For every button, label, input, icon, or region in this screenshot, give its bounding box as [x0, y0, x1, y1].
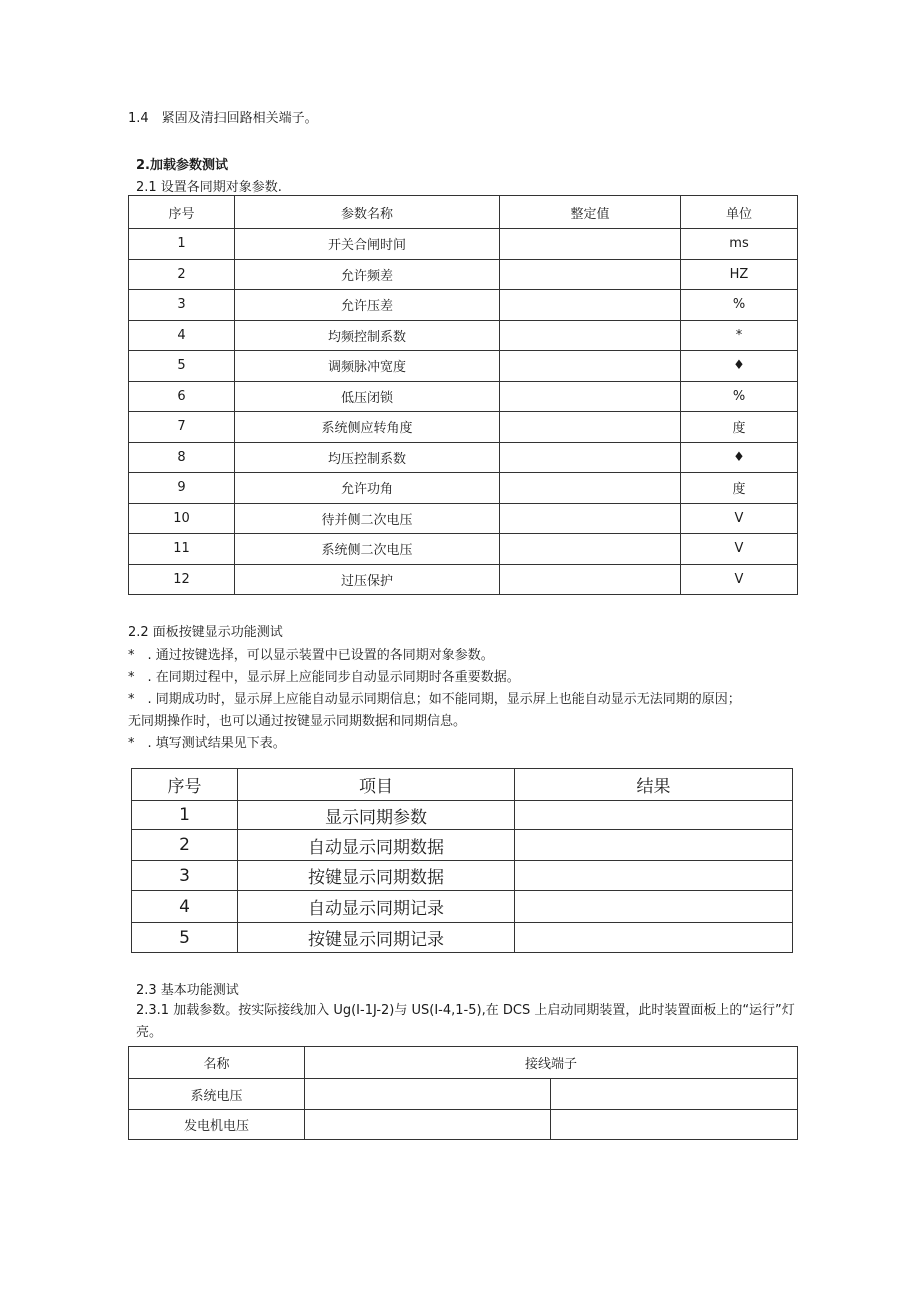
table-row	[132, 891, 793, 923]
table-row	[132, 830, 793, 861]
row-name: 允许压差	[235, 290, 500, 321]
row-no: 2	[129, 259, 235, 290]
row-terminal-a[interactable]	[305, 1110, 551, 1140]
row-unit: %	[681, 290, 798, 321]
table-row	[129, 351, 798, 382]
row-no: 1	[129, 229, 235, 260]
display-test-table	[131, 768, 793, 953]
row-unit: ms	[681, 229, 798, 260]
table-row	[129, 412, 798, 443]
row-value[interactable]	[500, 290, 681, 321]
row-name: 待并侧二次电压	[235, 503, 500, 534]
table-row	[129, 229, 798, 260]
row-result[interactable]	[515, 830, 793, 861]
row-name: 均压控制系数	[235, 442, 500, 473]
row-name: 均频控制系数	[235, 320, 500, 351]
row-no: 5	[132, 923, 238, 953]
bullet-item: 无同期操作时，也可以通过按键显示同期数据和同期信息。	[128, 714, 467, 729]
row-result[interactable]	[515, 801, 793, 830]
bullet-item: * . 在同期过程中，显示屏上应能同步自动显示同期时各重要数据。	[128, 670, 520, 685]
row-name: 过压保护	[235, 564, 500, 595]
section-1-4: 1.4 紧固及清扫回路相关端子。	[128, 111, 318, 126]
row-result[interactable]	[515, 861, 793, 891]
row-no: 6	[129, 381, 235, 412]
table-row	[132, 923, 793, 953]
bullet-item: * . 填写测试结果见下表。	[128, 736, 286, 751]
row-unit: HZ	[681, 259, 798, 290]
row-item: 自动显示同期数据	[238, 830, 515, 861]
header-no: 序号	[132, 769, 238, 801]
row-unit: 度	[681, 412, 798, 443]
row-unit: V	[681, 564, 798, 595]
row-item: 显示同期参数	[238, 801, 515, 830]
row-value[interactable]	[500, 320, 681, 351]
row-no: 4	[132, 891, 238, 923]
row-no: 3	[132, 861, 238, 891]
table-row	[129, 259, 798, 290]
section-2-3: 2.3 基本功能测试	[136, 983, 239, 998]
row-value[interactable]	[500, 412, 681, 443]
row-no: 11	[129, 534, 235, 565]
row-name: 系统侧二次电压	[235, 534, 500, 565]
section-2-title: 2.加载参数测试	[136, 158, 228, 173]
row-unit: V	[681, 534, 798, 565]
table-row	[129, 381, 798, 412]
row-terminal-b[interactable]	[551, 1079, 798, 1110]
section-2-1: 2.1 设置各同期对象参数.	[136, 180, 282, 195]
row-value[interactable]	[500, 564, 681, 595]
row-name: 系统侧应转角度	[235, 412, 500, 443]
row-result[interactable]	[515, 891, 793, 923]
header-terminal: 接线端子	[305, 1047, 798, 1079]
table-row	[129, 1079, 798, 1110]
row-unit: ♦	[681, 442, 798, 473]
row-value[interactable]	[500, 503, 681, 534]
table-row	[129, 534, 798, 565]
header-param-name: 参数名称	[235, 196, 500, 229]
row-result[interactable]	[515, 923, 793, 953]
table-row	[129, 503, 798, 534]
section-2-2: 2.2 面板按键显示功能测试	[128, 625, 283, 640]
row-name: 低压闭锁	[235, 381, 500, 412]
bullet-list	[128, 645, 796, 755]
row-value[interactable]	[500, 259, 681, 290]
row-unit: V	[681, 503, 798, 534]
row-name: 允许频差	[235, 259, 500, 290]
header-name: 名称	[129, 1047, 305, 1079]
row-item: 自动显示同期记录	[238, 891, 515, 923]
row-no: 8	[129, 442, 235, 473]
table-header-row	[129, 1047, 798, 1079]
row-name: 系统电压	[129, 1079, 305, 1110]
table-row	[129, 290, 798, 321]
table-row	[129, 564, 798, 595]
row-no: 7	[129, 412, 235, 443]
row-no: 3	[129, 290, 235, 321]
row-item: 按键显示同期数据	[238, 861, 515, 891]
row-unit: 度	[681, 473, 798, 504]
table-row	[132, 861, 793, 891]
row-value[interactable]	[500, 351, 681, 382]
row-no: 10	[129, 503, 235, 534]
row-value[interactable]	[500, 473, 681, 504]
row-no: 9	[129, 473, 235, 504]
row-value[interactable]	[500, 534, 681, 565]
row-no: 5	[129, 351, 235, 382]
row-value[interactable]	[500, 381, 681, 412]
table-header-row	[129, 196, 798, 229]
row-no: 4	[129, 320, 235, 351]
row-unit: %	[681, 381, 798, 412]
row-name: 开关合闸时间	[235, 229, 500, 260]
wiring-table	[128, 1046, 798, 1140]
table-row	[129, 442, 798, 473]
bullet-item: * . 通过按键选择，可以显示装置中已设置的各同期对象参数。	[128, 648, 494, 663]
row-name: 发电机电压	[129, 1110, 305, 1140]
parameter-table	[128, 195, 798, 595]
header-setting-value: 整定值	[500, 196, 681, 229]
table-row	[129, 320, 798, 351]
header-item: 项目	[238, 769, 515, 801]
header-no: 序号	[129, 196, 235, 229]
row-no: 12	[129, 564, 235, 595]
row-unit: ♦	[681, 351, 798, 382]
bullet-item: * . 同期成功时，显示屏上应能自动显示同期信息；如不能同期，显示屏上也能自动显示无法同期的原因；	[128, 692, 741, 707]
row-unit: *	[681, 320, 798, 351]
row-no: 1	[132, 801, 238, 830]
table-row	[129, 473, 798, 504]
section-2-3-1: 2.3.1 加载参数。按实际接线加入 Ug(I-1J-2)与 US(I-4,1-5),在 DCS 上启动同期装置，此时装置面板上的“运行”灯亮。	[136, 1003, 795, 1040]
row-terminal-a[interactable]	[305, 1079, 551, 1110]
row-name: 调频脉冲宽度	[235, 351, 500, 382]
row-value[interactable]	[500, 442, 681, 473]
row-no: 2	[132, 830, 238, 861]
header-result: 结果	[515, 769, 793, 801]
row-item: 按键显示同期记录	[238, 923, 515, 953]
table-row	[132, 801, 793, 830]
row-name: 允许功角	[235, 473, 500, 504]
table-row	[129, 1110, 798, 1140]
row-terminal-b[interactable]	[551, 1110, 798, 1140]
header-unit: 单位	[681, 196, 798, 229]
table-header-row	[132, 769, 793, 801]
row-value[interactable]	[500, 229, 681, 260]
